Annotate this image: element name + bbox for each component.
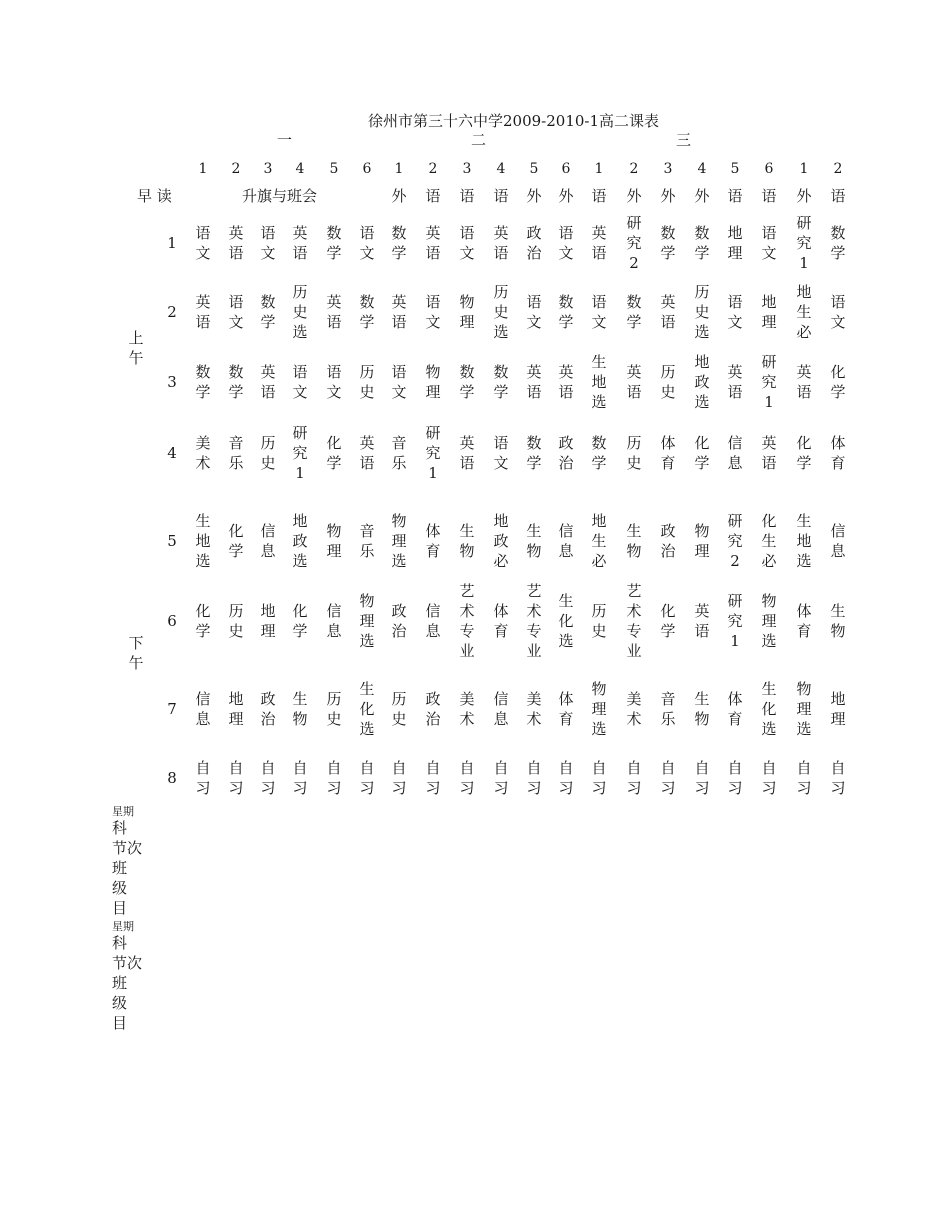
timetable-cell: 语 文: [359, 224, 375, 262]
timetable-cell: 历 史 选: [493, 283, 509, 341]
timetable-cell: 艺 术 专 业: [626, 582, 642, 660]
class-number: 3: [462, 161, 472, 177]
timetable-cell: 历 史: [626, 434, 642, 472]
timetable-cell: 化 学: [326, 434, 342, 472]
timetable-cell: 语 文: [761, 224, 777, 262]
class-number: 2: [231, 161, 241, 177]
timetable-cell: 音 乐: [228, 434, 244, 472]
timetable-cell: 历 史: [359, 363, 375, 401]
timetable-cell: 英 语: [493, 224, 509, 262]
timetable-cell: 物 理 选: [359, 592, 375, 650]
timetable-cell: 研 究 1: [761, 353, 777, 411]
timetable-cell: 信 息: [326, 602, 342, 640]
timetable-cell: 生 物: [292, 690, 308, 728]
timetable-cell: 历 史: [326, 690, 342, 728]
timetable-cell: 化 学: [830, 363, 846, 401]
timetable-cell: 语 文: [425, 293, 441, 331]
timetable-cell: 政 治: [526, 224, 542, 262]
timetable-cell: 政 治: [660, 522, 676, 560]
timetable-cell: 研 究 1: [425, 424, 441, 482]
timetable-cell: 物 理 选: [796, 680, 812, 738]
period-number: 8: [167, 769, 177, 787]
timetable-cell: 自 习: [228, 759, 244, 797]
period-number: 1: [167, 234, 177, 252]
timetable-cell: 自 习: [727, 759, 743, 797]
timetable-cell: 语 文: [591, 293, 607, 331]
corner-header-label: [112, 806, 142, 918]
class-number: 1: [394, 161, 404, 177]
morning-reading-cell: 外: [526, 187, 542, 205]
timetable-cell: 物 理 选: [591, 680, 607, 738]
timetable-cell: 信 息: [493, 690, 509, 728]
morning-reading-cell: 外: [796, 187, 812, 205]
timetable-cell: 英 语: [660, 293, 676, 331]
timetable-cell: 地 理: [727, 224, 743, 262]
timetable-cell: 地 理: [260, 602, 276, 640]
corner-repeat-line-4: 级: [112, 994, 128, 1012]
class-number: 2: [833, 161, 843, 177]
timetable-cell: 地 政 选: [292, 512, 308, 570]
corner-weekday-repeat: 星期: [112, 920, 134, 933]
timetable-cell: 语 文: [292, 363, 308, 401]
timetable-cell: 英 语: [694, 602, 710, 640]
class-number: 6: [764, 161, 774, 177]
morning-reading-cell: 语: [727, 187, 743, 205]
timetable-cell: 英 语: [326, 293, 342, 331]
timetable-cell: 化 生 必: [761, 512, 777, 570]
morning-reading-cell: 语: [459, 187, 475, 205]
timetable-cell: 数 学: [558, 293, 574, 331]
timetable-cell: 语 文: [526, 293, 542, 331]
timetable-cell: 自 习: [260, 759, 276, 797]
timetable-cell: 自 习: [459, 759, 475, 797]
timetable-cell: 生 物: [830, 602, 846, 640]
morning-reading-cell: 外: [626, 187, 642, 205]
corner-repeat-line-1: 科: [112, 934, 128, 952]
timetable-cell: 体 育: [558, 690, 574, 728]
timetable-cell: 自 习: [626, 759, 642, 797]
timetable-cell: 化 学: [292, 602, 308, 640]
timetable-cell: 生 物: [459, 522, 475, 560]
class-number: 3: [263, 161, 273, 177]
period-number: 5: [167, 532, 177, 550]
timetable-cell: 体 育: [425, 522, 441, 560]
timetable-cell: 英 语: [796, 363, 812, 401]
timetable-cell: 研 究 1: [796, 214, 812, 272]
timetable-cell: 历 史: [660, 363, 676, 401]
timetable-cell: 数 学: [694, 224, 710, 262]
morning-half-label: 上 午: [128, 329, 144, 367]
timetable-cell: 语 文: [228, 293, 244, 331]
timetable-cell: 自 习: [761, 759, 777, 797]
timetable-cell: 英 语: [359, 434, 375, 472]
timetable-cell: 语 文: [260, 224, 276, 262]
timetable-cell: 政 治: [558, 434, 574, 472]
morning-reading-cell: 语: [425, 187, 441, 205]
timetable-cell: 历 史 选: [292, 283, 308, 341]
timetable-cell: 化 学: [796, 434, 812, 472]
page-title: 徐州市第三十六中学2009-2010-1高二课表: [368, 112, 660, 130]
timetable-cell: 信 息: [195, 690, 211, 728]
timetable-cell: 语 文: [195, 224, 211, 262]
timetable-cell: 英 语: [626, 363, 642, 401]
timetable-cell: 信 息: [830, 522, 846, 560]
timetable-cell: 数 学: [830, 224, 846, 262]
timetable-cell: 化 学: [660, 602, 676, 640]
day-header-wed: 三: [676, 131, 692, 149]
morning-reading-cell: 语: [591, 187, 607, 205]
timetable-cell: 语 文: [459, 224, 475, 262]
timetable-cell: 历 史: [391, 690, 407, 728]
timetable-cell: 英 语: [391, 293, 407, 331]
timetable-cell: 研 究 2: [626, 214, 642, 272]
class-number: 5: [730, 161, 740, 177]
timetable-cell: 政 治: [425, 690, 441, 728]
timetable-cell: 信 息: [727, 434, 743, 472]
timetable-cell: 自 习: [526, 759, 542, 797]
timetable-cell: 政 治: [391, 602, 407, 640]
timetable-cell: 自 习: [830, 759, 846, 797]
class-number: 4: [295, 161, 305, 177]
timetable-cell: 生 化 选: [558, 592, 574, 650]
corner-line-4: 级: [112, 879, 128, 897]
class-number: 6: [362, 161, 372, 177]
class-number: 2: [629, 161, 639, 177]
timetable-cell: 数 学: [591, 434, 607, 472]
corner-repeat-line-2: 节次: [112, 954, 143, 972]
timetable-cell: 物 理: [326, 522, 342, 560]
timetable-cell: 数 学: [626, 293, 642, 331]
timetable-cell: 英 语: [591, 224, 607, 262]
timetable-cell: 英 语: [228, 224, 244, 262]
timetable-cell: 地 生 必: [796, 283, 812, 341]
class-number: 2: [428, 161, 438, 177]
timetable-cell: 生 地 选: [195, 512, 211, 570]
timetable-cell: 物 理: [694, 522, 710, 560]
timetable-cell: 美 术: [195, 434, 211, 472]
morning-reading-cell: 外: [660, 187, 676, 205]
timetable-cell: 语 文: [493, 434, 509, 472]
morning-reading-cell: 语: [761, 187, 777, 205]
class-number: 5: [329, 161, 339, 177]
timetable-cell: 研 究 1: [727, 592, 743, 650]
class-number: 6: [561, 161, 571, 177]
timetable-cell: 自 习: [591, 759, 607, 797]
timetable-cell: 自 习: [660, 759, 676, 797]
period-number: 2: [167, 303, 177, 321]
class-number: 3: [663, 161, 673, 177]
timetable-cell: 音 乐: [359, 522, 375, 560]
timetable-cell: 生 地 选: [591, 353, 607, 411]
corner-repeat-line-3: 班: [112, 974, 128, 992]
timetable-cell: 艺 术 专 业: [526, 582, 542, 660]
corner-line-1: 科: [112, 819, 128, 837]
timetable-cell: 研 究 1: [292, 424, 308, 482]
morning-reading-cell: 语: [493, 187, 509, 205]
timetable-cell: 英 语: [292, 224, 308, 262]
afternoon-half-label: 下 午: [128, 634, 144, 672]
timetable-cell: 地 理: [228, 690, 244, 728]
timetable-cell: 化 学: [228, 522, 244, 560]
timetable-cell: 自 习: [195, 759, 211, 797]
corner-line-5: 目: [112, 899, 128, 917]
timetable-cell: 英 语: [761, 434, 777, 472]
timetable-cell: 信 息: [260, 522, 276, 560]
timetable-cell: 语 文: [391, 363, 407, 401]
morning-reading-cell: 语: [830, 187, 846, 205]
corner-header-label-repeat: [112, 921, 142, 1033]
timetable-cell: 语 文: [558, 224, 574, 262]
timetable-cell: 物 理: [425, 363, 441, 401]
corner-line-2: 节次: [112, 839, 143, 857]
timetable-cell: 音 乐: [391, 434, 407, 472]
timetable-cell: 历 史: [228, 602, 244, 640]
timetable-cell: 地 理: [830, 690, 846, 728]
timetable-cell: 英 语: [195, 293, 211, 331]
timetable-cell: 数 学: [326, 224, 342, 262]
timetable-cell: 英 语: [459, 434, 475, 472]
class-number: 1: [594, 161, 604, 177]
timetable-cell: 生 化 选: [359, 680, 375, 738]
morning-reading-cell: 外: [558, 187, 574, 205]
timetable-cell: 数 学: [228, 363, 244, 401]
timetable-cell: 数 学: [391, 224, 407, 262]
timetable-cell: 自 习: [796, 759, 812, 797]
timetable-cell: 化 学: [195, 602, 211, 640]
timetable-cell: 生 地 选: [796, 512, 812, 570]
corner-line-3: 班: [112, 859, 128, 877]
timetable-cell: 自 习: [359, 759, 375, 797]
timetable-cell: 自 习: [558, 759, 574, 797]
timetable-cell: 体 育: [796, 602, 812, 640]
timetable-cell: 英 语: [425, 224, 441, 262]
timetable-cell: 政 治: [260, 690, 276, 728]
corner-repeat-line-5: 目: [112, 1014, 128, 1032]
timetable-cell: 语 文: [326, 363, 342, 401]
timetable-cell: 数 学: [660, 224, 676, 262]
flag-ceremony-label: 升旗与班会: [242, 187, 318, 205]
timetable-cell: 英 语: [260, 363, 276, 401]
timetable-cell: 信 息: [425, 602, 441, 640]
timetable-cell: 自 习: [425, 759, 441, 797]
timetable-cell: 历 史: [591, 602, 607, 640]
period-number: 3: [167, 373, 177, 391]
timetable-cell: 英 语: [526, 363, 542, 401]
timetable-cell: 英 语: [727, 363, 743, 401]
timetable-cell: 地 理: [761, 293, 777, 331]
class-number: 5: [529, 161, 539, 177]
timetable-cell: 英 语: [558, 363, 574, 401]
period-number: 6: [167, 612, 177, 630]
timetable-cell: 地 政 选: [694, 353, 710, 411]
timetable-cell: 体 育: [660, 434, 676, 472]
timetable-cell: 自 习: [493, 759, 509, 797]
timetable-cell: 数 学: [359, 293, 375, 331]
timetable-cell: 数 学: [493, 363, 509, 401]
timetable-cell: 语 文: [727, 293, 743, 331]
corner-weekday: 星期: [112, 805, 134, 818]
period-number: 7: [167, 700, 177, 718]
timetable-cell: 地 生 必: [591, 512, 607, 570]
timetable-cell: 生 物: [626, 522, 642, 560]
timetable-cell: 体 育: [727, 690, 743, 728]
timetable-cell: 自 习: [292, 759, 308, 797]
class-number: 4: [697, 161, 707, 177]
timetable-cell: 历 史 选: [694, 283, 710, 341]
morning-reading-cell: 外: [391, 187, 407, 205]
timetable-cell: 自 习: [326, 759, 342, 797]
timetable-cell: 地 政 必: [493, 512, 509, 570]
timetable-cell: 物 理 选: [391, 512, 407, 570]
period-number: 4: [167, 444, 177, 462]
timetable-cell: 化 学: [694, 434, 710, 472]
timetable-cell: 物 理 选: [761, 592, 777, 650]
timetable-cell: 信 息: [558, 522, 574, 560]
class-number: 4: [496, 161, 506, 177]
timetable-cell: 音 乐: [660, 690, 676, 728]
timetable-cell: 历 史: [260, 434, 276, 472]
timetable-cell: 物 理: [459, 293, 475, 331]
day-header-mon: 一: [277, 131, 293, 149]
morning-reading-label: 早 读: [137, 187, 172, 205]
timetable-cell: 体 育: [493, 602, 509, 640]
timetable-cell: 生 化 选: [761, 680, 777, 738]
timetable-cell: 美 术: [626, 690, 642, 728]
class-number: 1: [198, 161, 208, 177]
timetable-cell: 自 习: [694, 759, 710, 797]
class-number: 1: [799, 161, 809, 177]
timetable-cell: 自 习: [391, 759, 407, 797]
timetable-cell: 生 物: [526, 522, 542, 560]
timetable-cell: 数 学: [526, 434, 542, 472]
timetable-cell: 美 术: [459, 690, 475, 728]
timetable-cell: 数 学: [260, 293, 276, 331]
morning-reading-cell: 外: [694, 187, 710, 205]
day-header-tue: 二: [471, 131, 487, 149]
timetable-cell: 美 术: [526, 690, 542, 728]
timetable-cell: 研 究 2: [727, 512, 743, 570]
timetable-cell: 语 文: [830, 293, 846, 331]
timetable-cell: 数 学: [459, 363, 475, 401]
timetable-cell: 数 学: [195, 363, 211, 401]
timetable-cell: 体 育: [830, 434, 846, 472]
timetable-cell: 艺 术 专 业: [459, 582, 475, 660]
timetable-cell: 生 物: [694, 690, 710, 728]
